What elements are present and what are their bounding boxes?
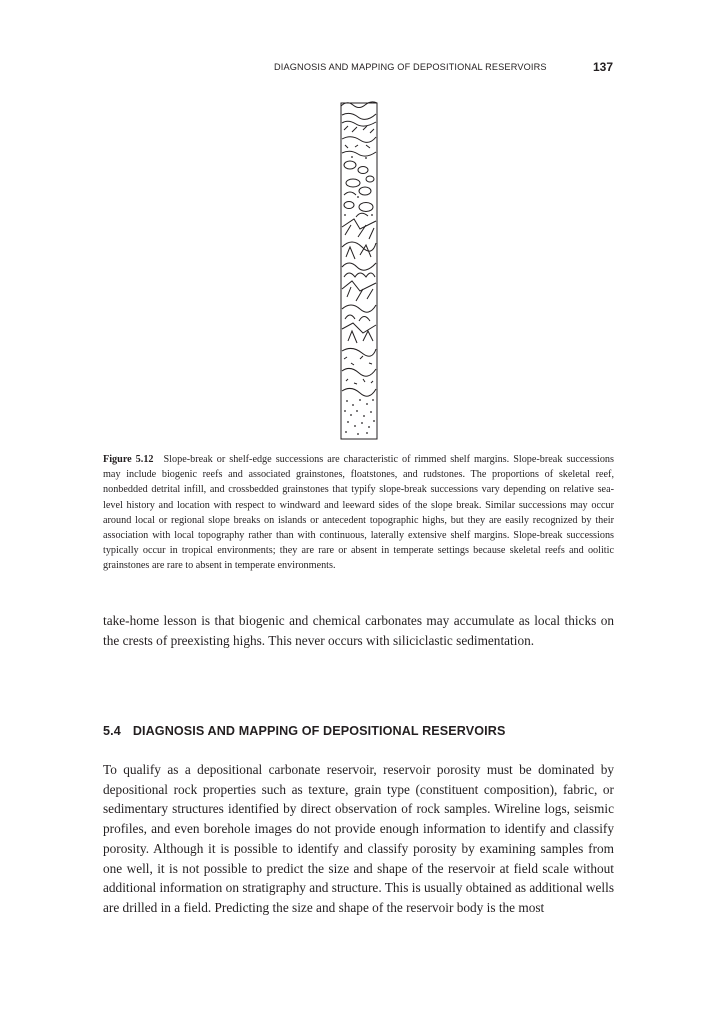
section-number: 5.4	[103, 724, 121, 738]
section-heading	[103, 724, 505, 738]
figure-label: Figure 5.12	[103, 454, 154, 465]
body-paragraph-1: take-home lesson is that biogenic and chemical carbonates may accumulate as local thicks on the crests of preexisting highs. This never occurs with siliciclastic sedimentation.	[103, 613, 614, 648]
running-head: DIAGNOSIS AND MAPPING OF DEPOSITIONAL RESERVOIRS	[274, 62, 547, 72]
page-number: 137	[593, 60, 614, 74]
figure-caption-text: Slope-break or shelf-edge successions are characteristic of rimmed shelf margins. Slope-break successions may include biogenic reefs and associated grainstones, floatstones, and rudstones. The proportions of skeletal reef, nonbedded detrital infill, and crossbedded grainstones that typify slope-break successions vary depending on relative sea-level history and location with respect to windward and leeward sides of the slope break. Similar successions may occur around local or regional slope breaks on islands or antecedent topographic highs, but they are easily recognized by their association with local topography rather than with continuous, laterally extensive shelf margins. Slope-break successions typically occur in tropical environments; they are rare or absent in temperate settings because skeletal reefs and oolitic grainstones are rare to absent in temperate environments.	[103, 454, 614, 572]
stratigraphic-column-figure	[336, 97, 384, 445]
section-title: DIAGNOSIS AND MAPPING OF DEPOSITIONAL RESERVOIRS	[132, 724, 506, 738]
body-paragraph-2: To qualify as a depositional carbonate reservoir, reservoir porosity must be dominated by depositional rock properties such as texture, grain type (constituent composition), fabric, or sedimentary structures identified by direct observation of rock samples. Wireline logs, seismic profiles, and even borehole images do not provide enough information to identify and classify porosity. Although it is possible to identify and classify porosity by examining samples from one well, it is not possible to predict the size and shape of the reservoir at field scale without additional information on stratigraphy and structure. This is usually obtained as additional wells are drilled in a field. Predicting the size and shape of the reservoir body is the most	[103, 762, 614, 915]
figure-caption	[103, 452, 614, 574]
